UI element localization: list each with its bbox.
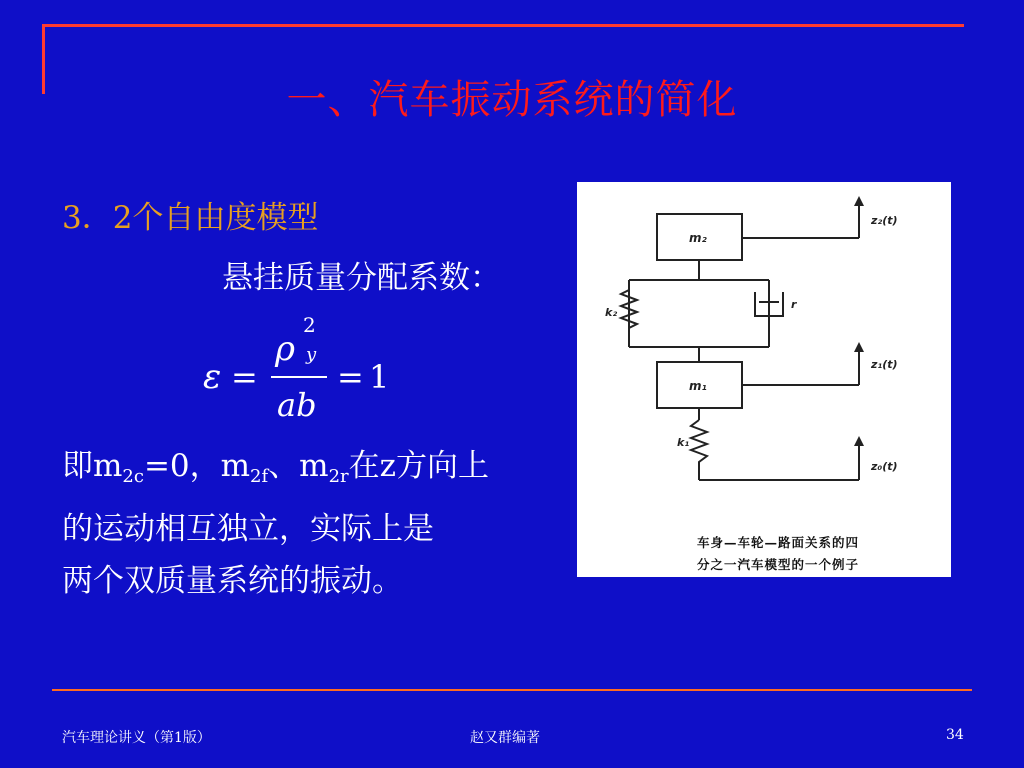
label-k2: k₂ xyxy=(605,306,618,319)
formula xyxy=(203,312,403,430)
body-line-3: 两个双质量系统的振动。 xyxy=(62,563,403,599)
label-r: r xyxy=(791,298,797,311)
figure-caption: 车身—车轮—路面关系的四 分之一汽车模型的一个例子 xyxy=(697,535,860,572)
formula-superscript: 2 xyxy=(303,313,316,337)
body-line-2: 的运动相互独立，实际上是 xyxy=(62,511,434,547)
label-m1: m₁ xyxy=(689,379,707,393)
subheading: 悬挂质量分配系数： xyxy=(222,260,501,296)
slide-title: 一、汽车振动系统的简化 xyxy=(286,77,738,123)
formula-rhs: 1 xyxy=(369,358,390,396)
quarter-car-diagram xyxy=(577,182,951,577)
label-z1: z₁(t) xyxy=(871,358,898,371)
formula-equals-2: = xyxy=(337,358,364,396)
footer-author: 赵又群编著 xyxy=(470,730,540,746)
section-heading: 3．2个自由度模型 xyxy=(62,200,319,236)
formula-rho: ρ xyxy=(275,329,295,369)
label-k1: k₁ xyxy=(677,436,690,449)
footer-rule xyxy=(52,689,972,691)
label-z2: z₂(t) xyxy=(871,214,898,227)
label-m2: m₂ xyxy=(689,231,707,245)
body-line-1: 即$m_{2c}=0$，$m_{2f}$、$m_{2r}$在z方向上 xyxy=(62,448,489,487)
formula-epsilon: ε xyxy=(203,357,222,397)
formula-denominator: ab xyxy=(277,386,317,424)
formula-equals-1: = xyxy=(231,358,258,396)
page-number: 34 xyxy=(946,727,964,743)
spring-k1 xyxy=(691,420,707,480)
formula-subscript: y xyxy=(306,344,317,365)
label-z0: z₀(t) xyxy=(871,460,898,473)
top-rule xyxy=(42,24,964,27)
footer-course: 汽车理论讲义（第1版） xyxy=(62,730,211,746)
body-text xyxy=(62,440,552,607)
